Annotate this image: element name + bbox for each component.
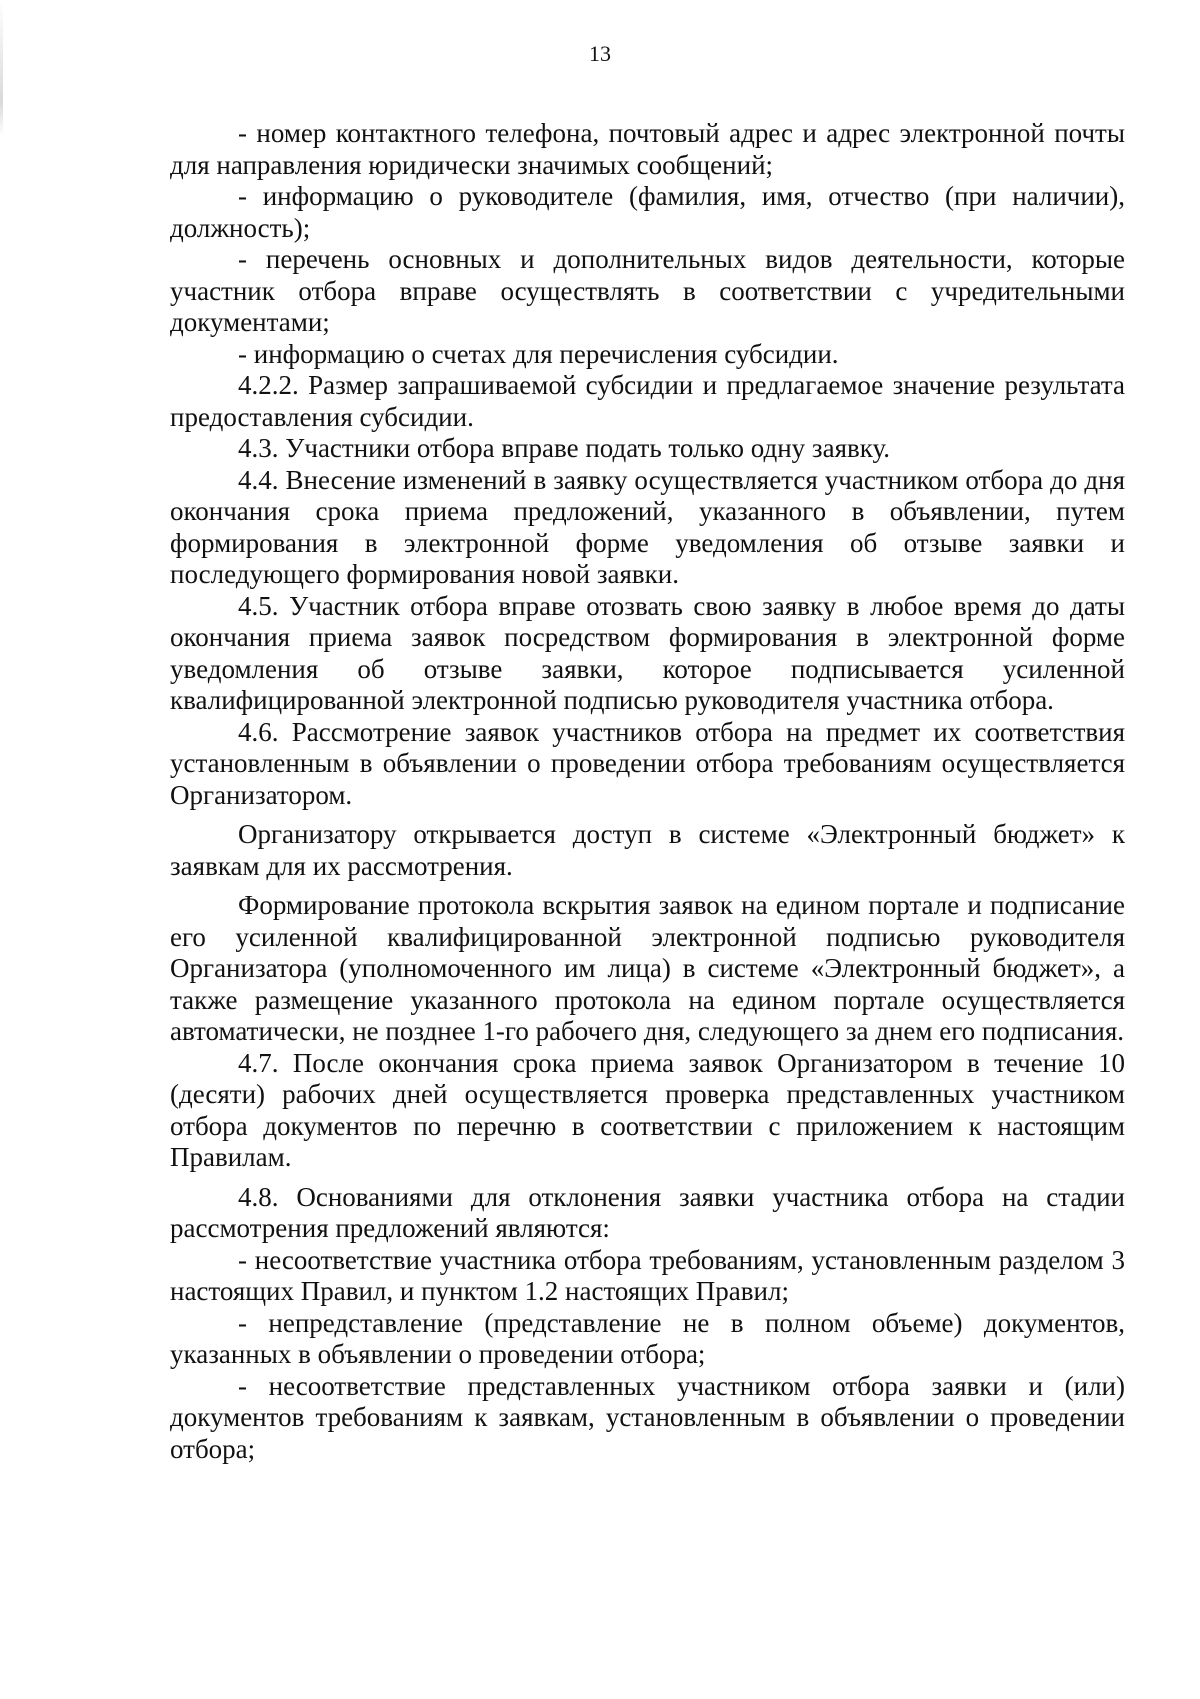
paragraph-activities-list: - перечень основных и дополнительных видов деятельности, которые участник отбора вправе осуществлять в соответствии с учредительными документами; — [170, 244, 1125, 337]
scan-edge — [0, 0, 3, 1699]
document-body — [170, 118, 1125, 1465]
paragraph-4-3: 4.3. Участники отбора вправе подать только одну заявку. — [238, 433, 891, 463]
paragraph-4-7: 4.7. После окончания срока приема заявок Организатором в течение 10 (десяти) рабочих дней осуществляется проверка представленных участником отбора документов по перечню в соответствии с приложением к настоящим Правилам. — [170, 1047, 1125, 1172]
paragraph-4-2-2: 4.2.2. Размер запрашиваемой субсидии и предлагаемое значение результата предоставления субсидии. — [170, 370, 1125, 432]
paragraph-protocol-formation: Формирование протокола вскрытия заявок на едином портале и подписание его усиленной квалифицированной электронной подписью руководителя Организатора (уполномоченного им лица) в системе «Электронный бюджет», а также размещение указанного протокола на едином портале осуществляется автоматически, не позднее 1-го рабочего дня, следующего за днем его подписания. — [170, 890, 1125, 1046]
paragraph-manager-info: - информацию о руководителе (фамилия, имя, отчество (при наличии), должность); — [170, 181, 1125, 243]
paragraph-4-6: 4.6. Рассмотрение заявок участников отбора на предмет их соответствия установленным в объявлении о проведении отбора требованиям осуществляется Организатором. — [170, 716, 1125, 810]
paragraph-rejection-nonconformity: - несоответствие представленных участником отбора заявки и (или) документов требованиям к заявкам, установленным в объявлении о проведении отбора; — [170, 1370, 1125, 1464]
paragraph-4-5: 4.5. Участник отбора вправе отозвать свою заявку в любое время до даты окончания приема заявок посредством формирования в электронной форме уведомления об отзыве заявки, которое подписывается усиленной квалифицированной электронной подписью руководителя участника отбора. — [170, 590, 1125, 715]
paragraph-4-4: 4.4. Внесение изменений в заявку осуществляется участником отбора до дня окончания срока приема предложений, указанного в объявлении, путем формирования в электронной форме уведомления об отзыве заявки и последующего формирования новой заявки. — [170, 464, 1125, 589]
paragraph-contact-phone-address: - номер контактного телефона, почтовый адрес и адрес электронной почты для направления юридически значимых сообщений; — [170, 118, 1125, 180]
paragraph-organizer-access: Организатору открывается доступ в системе «Электронный бюджет» к заявкам для их рассмотрения. — [170, 819, 1125, 881]
paragraph-rejection-requirements: - несоответствие участника отбора требованиям, установленным разделом 3 настоящих Правил, и пунктом 1.2 настоящих Правил; — [170, 1244, 1125, 1306]
paragraph-bank-accounts: - информацию о счетах для перечисления субсидии. — [238, 338, 839, 369]
page-number: 13 — [589, 41, 611, 66]
paragraph-4-8: 4.8. Основаниями для отклонения заявки участника отбора на стадии рассмотрения предложений являются: — [170, 1181, 1125, 1243]
paragraph-rejection-documents: - непредставление (представление не в полном объеме) документов, указанных в объявлении о проведении отбора; — [170, 1307, 1125, 1369]
